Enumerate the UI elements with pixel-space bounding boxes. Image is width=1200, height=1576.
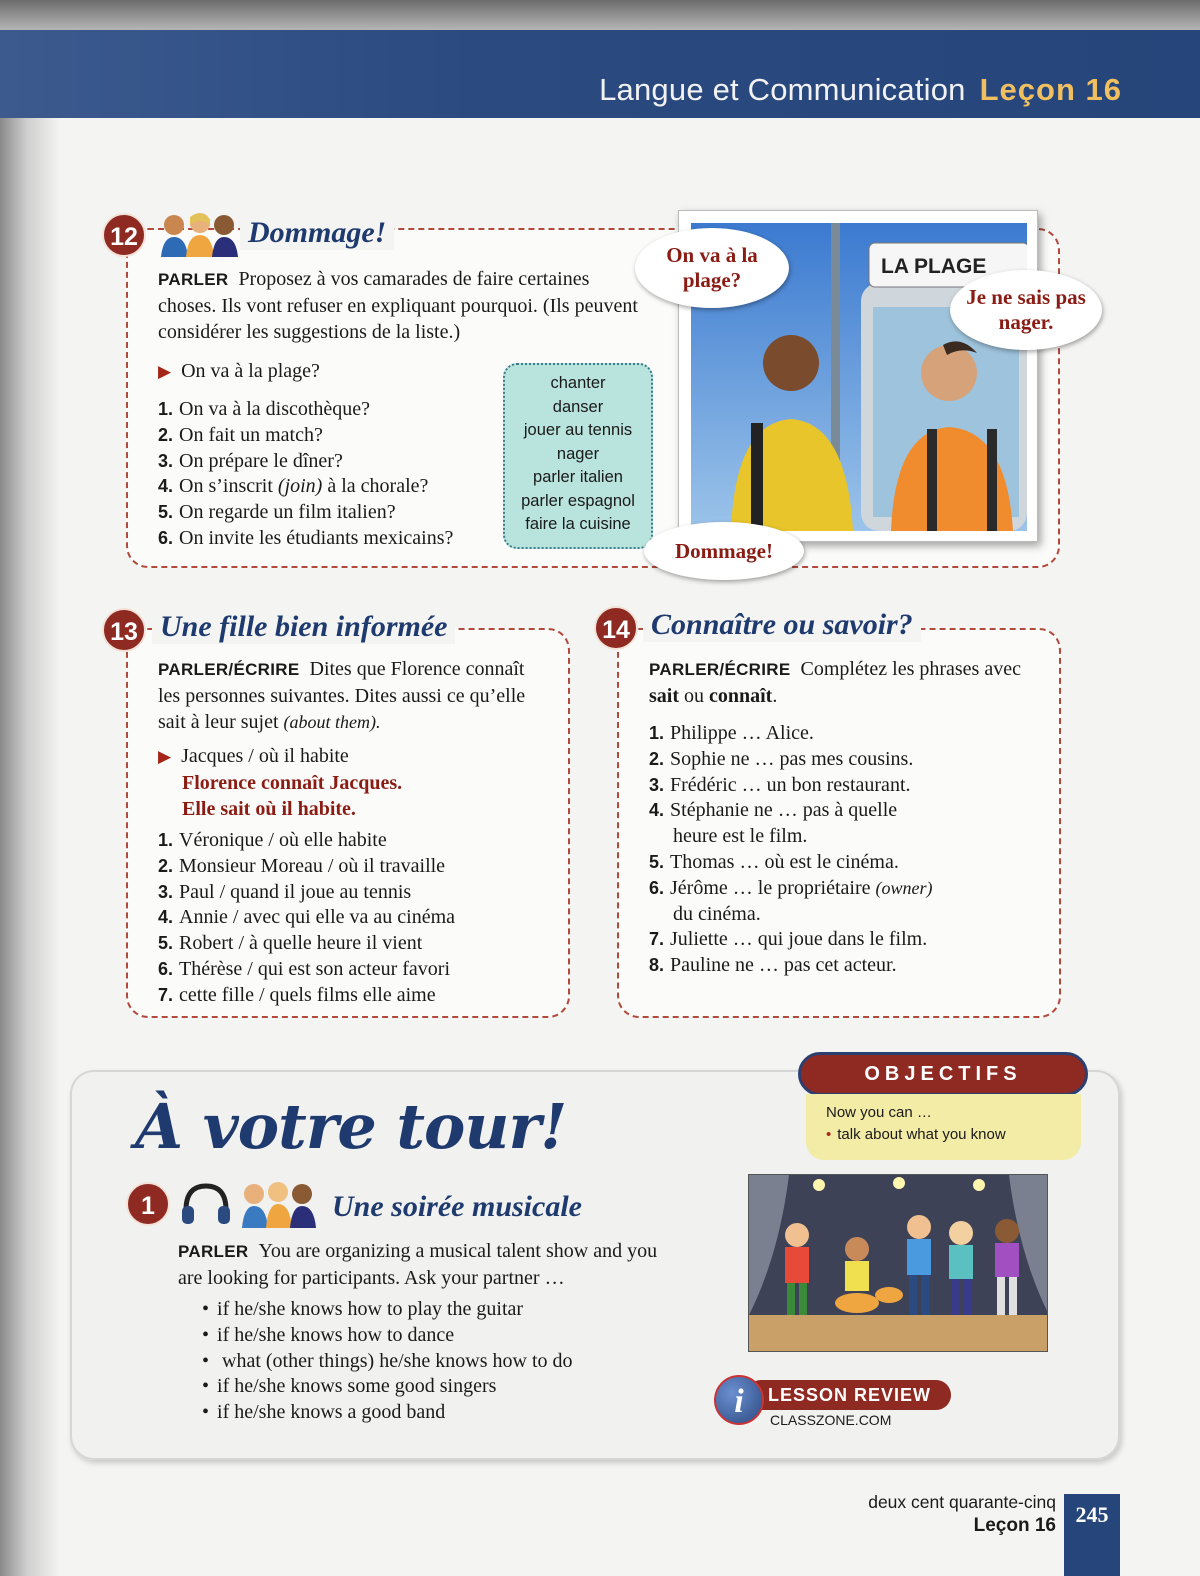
model-answer-1: Florence connaît Jacques. (182, 772, 403, 794)
list-item (158, 423, 498, 449)
activity-12-list (158, 397, 498, 552)
list-item (158, 983, 558, 1009)
info-globe-icon: i (714, 1375, 764, 1425)
objective-item (826, 1124, 1061, 1146)
item-text: Thomas … où est le cinéma. (670, 850, 899, 873)
item-number: 5. (649, 851, 665, 872)
model-arrow-icon: ▶ (158, 362, 172, 381)
model-arrow-icon: ▶ (158, 747, 172, 766)
item-gloss: (owner) (875, 877, 933, 898)
suggestions-box (503, 363, 653, 549)
item-number: 3. (158, 450, 174, 471)
list-item (649, 876, 1039, 902)
item-text: On s’inscrit (179, 475, 278, 498)
item-text: On invite les étudiants mexicains? (179, 526, 454, 549)
item-number: 8. (649, 955, 665, 976)
top-edge-shadow (0, 0, 1200, 30)
list-item (158, 880, 558, 906)
activity-13-model-text: Jacques / où il habite (181, 745, 349, 767)
list-item (158, 500, 498, 526)
item-text: On prépare le dîner? (179, 449, 343, 472)
suggestion: parler espagnol (521, 491, 635, 510)
talent-show-illustration (748, 1174, 1048, 1352)
list-item (158, 449, 498, 475)
page-footer (868, 1490, 1056, 1538)
item-gloss: (join) (277, 475, 323, 498)
keyword-sait: sait (649, 685, 679, 707)
item-number: 6. (158, 527, 174, 548)
classzone-url[interactable]: CLASSZONE.COM (770, 1412, 892, 1428)
item-number: 5. (158, 933, 174, 954)
activity-13-list (158, 828, 558, 1009)
item-number: 7. (649, 929, 665, 950)
bubble-text: Dommage! (675, 538, 773, 563)
item-text: Juliette … qui joue dans le film. (670, 928, 928, 951)
item-number: 6. (649, 877, 665, 898)
list-item (158, 526, 498, 552)
activity-13-gloss: (about them). (283, 712, 381, 732)
item-text: Paul / quand il joue au tennis (179, 880, 412, 903)
item-number: 4. (649, 800, 665, 821)
list-item (649, 927, 1039, 953)
item-number: 2. (158, 424, 174, 445)
suggestion: faire la cuisine (525, 515, 631, 533)
speech-bubble-left (635, 228, 789, 308)
item-text-end: à la chorale? (322, 475, 429, 498)
item-text: Véronique / où elle habite (179, 829, 387, 851)
activity-13-keyword: PARLER/ÉCRIRE (158, 660, 300, 679)
activity-14-keyword: PARLER/ÉCRIRE (649, 660, 791, 679)
activity-14-title: Connaître ou savoir? (643, 608, 921, 642)
list-item (158, 397, 498, 423)
activity-14-list (649, 721, 1039, 979)
item-number: 4. (158, 476, 174, 497)
tour-activity-1-number: 1 (126, 1182, 170, 1226)
bullet-item: • if he/she knows a good band (202, 1400, 672, 1426)
item-text: Pauline ne … pas cet acteur. (670, 954, 897, 977)
item-number: 6. (158, 958, 174, 979)
keyword-connait: connaît (709, 685, 773, 707)
list-item (158, 931, 558, 957)
suggestion: chanter (550, 374, 606, 392)
activity-13-number: 13 (102, 608, 146, 652)
activity-12-title: Dommage! (240, 216, 394, 250)
objectifs-tab: OBJECTIFS (798, 1052, 1088, 1096)
suggestion: nager (556, 444, 600, 463)
item-text: Annie / avec qui elle va au cinéma (179, 906, 456, 929)
bullet-item: • what (other things) he/she knows how to do (202, 1349, 672, 1375)
bullet-item: • if he/she knows how to play the guitar (202, 1297, 672, 1323)
suggestion: jouer au tennis (523, 421, 633, 439)
bubble-text: On va à la plage? (666, 243, 758, 292)
list-item (649, 798, 1039, 824)
objectifs-box (806, 1094, 1081, 1160)
model-answer-2: Elle sait où il habite. (182, 798, 356, 820)
item-number: 3. (158, 881, 174, 902)
item-text: On regarde un film italien? (179, 501, 396, 524)
list-item (158, 905, 558, 931)
activity-13-title: Une fille bien informée (152, 610, 455, 644)
item-text: Frédéric … un bon restaurant. (670, 773, 911, 796)
activity-14-instruction-text: Complétez les phrases avec (800, 658, 1021, 680)
activity-14-instructions: PARLER/ÉCRIRE Complétez les phrases avec sait ou connaît. (649, 658, 1021, 707)
item-text: Thérèse / qui est son acteur favori (179, 957, 451, 980)
list-item (158, 474, 498, 500)
book-spine-shadow (0, 0, 60, 1576)
activity-13-model (158, 743, 402, 822)
footer-lesson: Leçon 16 (973, 1515, 1056, 1536)
activity-13-instruction-text: Dites que Florence connaît les personnes suivantes. Dites aussi ce qu’elle sait à leur sujet (158, 658, 526, 733)
bullet-item: • if he/she knows some good singers (202, 1374, 672, 1400)
item-number: 1. (158, 830, 174, 850)
item-text: On fait un match? (179, 423, 323, 446)
activity-14-number: 14 (594, 606, 638, 650)
item-number: 3. (649, 774, 665, 795)
item-text: cette fille / quels films elle aime (179, 983, 436, 1006)
bullet-icon: • (826, 1126, 832, 1143)
tour-activity-1-list (202, 1297, 672, 1426)
item-text: Stéphanie ne … pas à quelle (670, 799, 898, 822)
tour-activity-1-instruction-text: You are organizing a musical talent show and you are looking for participants. Ask your partner … (178, 1240, 658, 1289)
speech-bubble-right (950, 270, 1102, 350)
activity-12-keyword: PARLER (158, 270, 229, 289)
activity-12-model (158, 358, 320, 385)
objective-text: talk about what you know (837, 1126, 1006, 1143)
header-lesson: Leçon 16 (979, 72, 1122, 107)
list-item (649, 773, 1039, 799)
item-number: 1. (158, 399, 174, 419)
tour-activity-1-instructions (178, 1238, 678, 1291)
item-text: Philippe … Alice. (670, 722, 814, 744)
activity-12-instructions (158, 266, 648, 345)
headphones-people-icon (180, 1180, 320, 1228)
bubble-text: Je ne sais pas nager. (966, 285, 1086, 334)
item-text: On va à la discothèque? (179, 398, 371, 420)
header-section-title: Langue et Communication (599, 72, 966, 107)
item-number: 5. (158, 502, 174, 523)
bullet-item: • if he/she knows how to dance (202, 1323, 672, 1349)
list-item (158, 854, 558, 880)
page-number-words: deux cent quarante-cinq (868, 1492, 1056, 1512)
speech-bubble-bottom (644, 522, 804, 580)
item-text: Jérôme … le propriétaire (670, 876, 871, 899)
activity-13-instructions (158, 656, 548, 735)
activity-12-number: 12 (102, 213, 146, 257)
lesson-review-label[interactable]: LESSON REVIEW (746, 1380, 951, 1410)
tour-activity-1-title: Une soirée musicale (332, 1190, 582, 1223)
list-item-continued: du cinéma. (673, 902, 761, 925)
now-you-can: Now you can … (826, 1104, 932, 1121)
page-header (599, 72, 1122, 108)
activity-12-instruction-text: Proposez à vos camarades de faire certaines choses. Ils vont refuser en expliquant pourquoi. (Ils peuvent considérer les suggestions de la liste.) (158, 268, 638, 343)
a-votre-tour-title: À votre tour! (135, 1090, 567, 1163)
connector-ou: ou (684, 685, 704, 707)
list-item (158, 957, 558, 983)
item-number: 4. (158, 907, 174, 928)
activity-12-model-text: On va à la plage? (181, 360, 320, 382)
speaking-people-icon (158, 211, 240, 257)
suggestion: danser (552, 397, 604, 416)
list-item (649, 953, 1039, 979)
tour-activity-1-keyword: PARLER (178, 1242, 249, 1261)
list-item (649, 721, 1039, 747)
suggestion: parler italien (533, 468, 623, 486)
lesson-review-link[interactable] (706, 1375, 956, 1431)
item-number: 2. (649, 748, 665, 769)
page-number: 245 (1064, 1494, 1120, 1576)
item-number: 7. (158, 984, 174, 1005)
item-number: 2. (158, 855, 174, 876)
list-item (158, 828, 558, 854)
item-text: Sophie ne … pas mes cousins. (670, 747, 914, 770)
item-text: Robert / à quelle heure il vient (179, 932, 423, 955)
list-item (649, 747, 1039, 773)
item-text: Monsieur Moreau / où il travaille (179, 854, 446, 877)
photo-sign-text: LA PLAGE (881, 255, 987, 278)
item-number: 1. (649, 723, 665, 743)
list-item (649, 850, 1039, 876)
list-item-continued: heure est le film. (673, 825, 808, 848)
